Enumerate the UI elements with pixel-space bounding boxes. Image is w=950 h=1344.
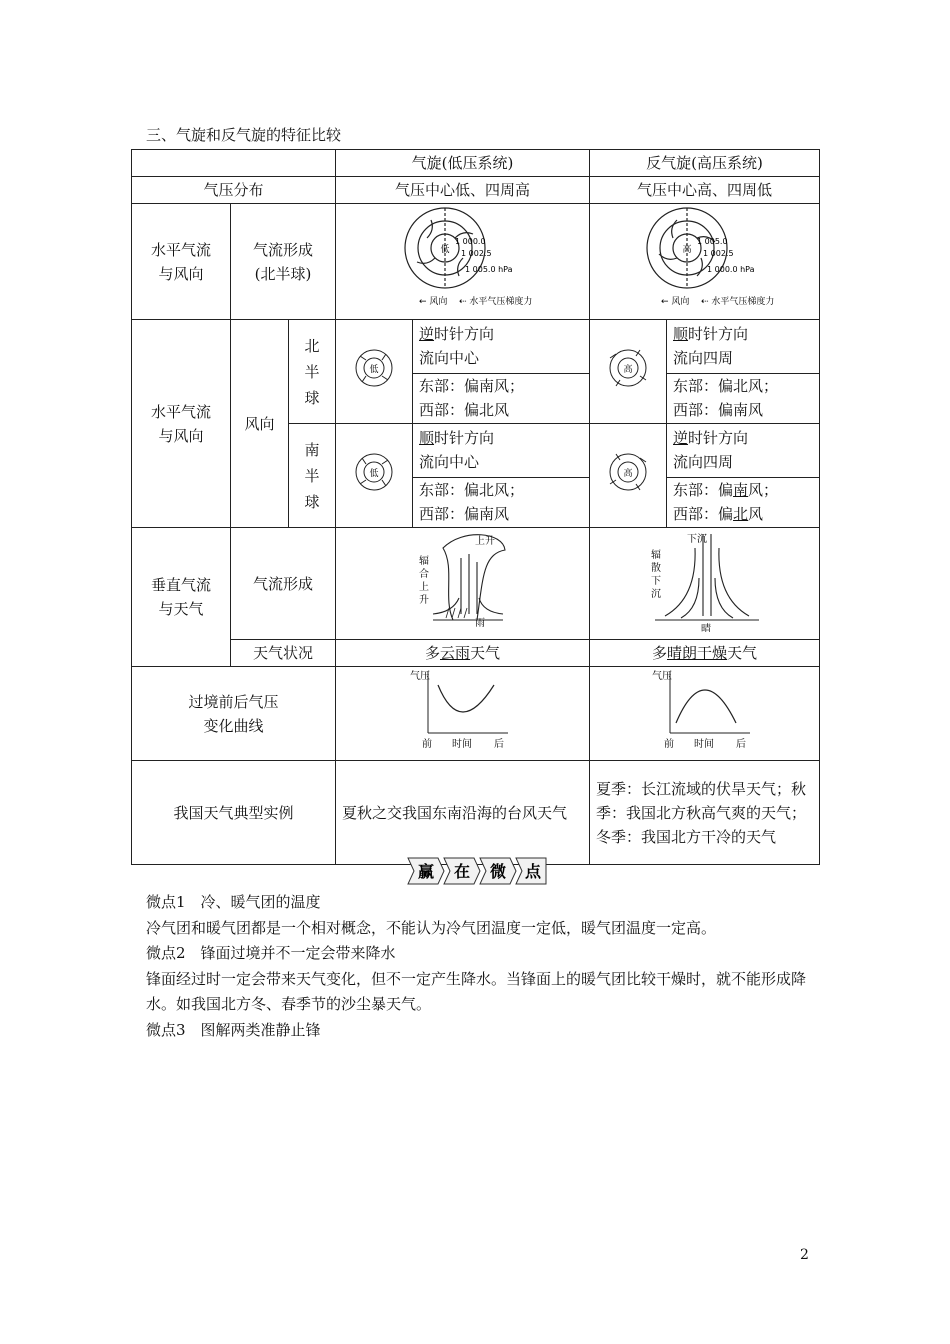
legend-wind: ← 风向 <box>418 297 447 307</box>
sh-anticyclone-desc: 逆时针方向 流向四周 东部：偏南风； 西部：偏北风 <box>667 424 820 528</box>
anticyclone-pressure-curve <box>590 667 820 761</box>
legend-pgf: ⇠ 水平气压梯度力 <box>458 297 532 307</box>
header-cyclone: 气旋(低压系统) <box>336 150 590 177</box>
sh-cyclone-desc: 顺时针方向 流向中心 东部：偏北风； 西部：偏南风 <box>413 424 590 528</box>
vertical-formation-label: 气流形成 <box>231 528 336 640</box>
svg-text:气压: 气压 <box>651 671 672 682</box>
svg-text:低: 低 <box>369 469 379 479</box>
note-body-2: 锋面经过时一定会带来天气变化，但不一定产生降水。当锋面上的暖气团比较干燥时，就不能形成降水。如我国北方冬、春季节的沙尘暴天气。 <box>146 969 807 1014</box>
pressure-label: 气压分布 <box>132 177 336 204</box>
section-title: 三、气旋和反气旋的特征比较 <box>146 126 342 144</box>
north-label: 北半球 <box>289 320 336 424</box>
curve-label: 过境前后气压变化曲线 <box>132 667 336 761</box>
svg-text:气压: 气压 <box>409 671 430 682</box>
example-label: 我国天气典型实例 <box>132 761 336 865</box>
weather-anticyclone: 多晴朗干燥天气 <box>590 640 820 667</box>
legend-wind: ← 风向 <box>660 297 689 307</box>
anticyclone-vertical-diagram <box>590 528 820 640</box>
sh-cyclone-icon <box>336 424 413 528</box>
header-anticyclone: 反气旋(高压系统) <box>590 150 820 177</box>
svg-text:前: 前 <box>421 739 432 750</box>
cyclone-rain-label: 雨 <box>474 618 485 629</box>
legend-pgf: ⇠ 水平气压梯度力 <box>700 297 774 307</box>
cyclone-vertical-diagram <box>336 528 590 640</box>
vertical-label: 垂直气流与天气 <box>132 528 231 667</box>
svg-text:前: 前 <box>663 739 674 750</box>
south-label: 南半球 <box>289 424 336 528</box>
note-heading-1: 微点1 冷、暖气团的温度 <box>146 893 321 911</box>
isobar-3: 1 000.0 hPa <box>706 265 755 274</box>
banner-char-2: 在 <box>453 862 471 881</box>
horizontal-label-2: 水平气流与风向 <box>132 320 231 528</box>
horizontal-label: 水平气流与风向 <box>132 204 231 320</box>
cyclone-pressure-curve <box>336 667 590 761</box>
isobar-1: 1 005.0 <box>696 237 728 246</box>
nh-cyclone-desc: 逆时针方向 流向中心 东部：偏南风； 西部：偏北风 <box>413 320 590 424</box>
note-heading-3: 微点3 图解两类准静止锋 <box>146 1020 321 1039</box>
svg-text:辐合上升: 辐合上升 <box>418 556 429 606</box>
wind-dir-label: 风向 <box>231 320 289 528</box>
svg-text:时间: 时间 <box>693 739 714 750</box>
example-cyclone: 夏秋之交我国东南沿海的台风天气 <box>336 761 590 865</box>
svg-text:后: 后 <box>735 739 746 750</box>
banner-char-4: 点 <box>524 862 542 881</box>
cyclone-plan-diagram <box>336 204 590 320</box>
isobar-1: 1 000.0 <box>454 237 486 246</box>
nh-cyclone-icon <box>336 320 413 424</box>
banner-char-1: 赢 <box>417 862 435 881</box>
anticyclone-plan-diagram <box>590 204 820 320</box>
svg-text:低: 低 <box>369 365 379 375</box>
cyclone-center-label: 低 <box>440 245 450 255</box>
example-anticyclone: 夏季：长江流域的伏旱天气；秋季：我国北方秋高气爽的天气；冬季：我国北方干冷的天气 <box>590 761 820 865</box>
weather-cyclone: 多云雨天气 <box>336 640 590 667</box>
nh-anticyclone-desc: 顺时针方向 流向四周 东部：偏北风； 西部：偏南风 <box>667 320 820 424</box>
svg-text:高: 高 <box>623 469 633 479</box>
sh-anticyclone-icon <box>590 424 667 528</box>
note-heading-2: 微点2 锋面过境并不一定会带来降水 <box>146 944 396 963</box>
banner <box>406 856 550 886</box>
svg-text:后: 后 <box>493 739 504 750</box>
comparison-table <box>131 149 820 865</box>
pressure-cyclone: 气压中心低、四周高 <box>336 177 590 204</box>
isobar-3: 1 005.0 hPa <box>464 265 513 274</box>
notes <box>146 890 826 1044</box>
note-body-1: 冷气团和暖气团都是一个相对概念，不能认为冷气团温度一定低，暖气团温度一定高。 <box>146 918 717 937</box>
anti-sunny-label: 晴 <box>700 624 711 632</box>
svg-text:辐散下沉: 辐散下沉 <box>650 550 661 600</box>
anti-div-label <box>651 548 661 600</box>
airflow-formation-label: 气流形成(北半球) <box>231 204 336 320</box>
anticyclone-center-label: 高 <box>682 245 692 255</box>
nh-anticyclone-icon <box>590 320 667 424</box>
cyclone-conv-label <box>419 554 429 606</box>
pressure-anticyclone: 气压中心高、四周低 <box>590 177 820 204</box>
page-number: 2 <box>800 1247 809 1263</box>
weather-label: 天气状况 <box>231 640 336 667</box>
svg-text:时间: 时间 <box>451 739 472 750</box>
svg-text:高: 高 <box>623 365 633 375</box>
isobar-2: 1 002.5 <box>702 249 734 258</box>
banner-char-3: 微 <box>489 862 507 881</box>
cyclone-up-label: 上升 <box>474 536 495 547</box>
anti-down-label: 下沉 <box>686 534 707 545</box>
isobar-2: 1 002.5 <box>460 249 492 258</box>
